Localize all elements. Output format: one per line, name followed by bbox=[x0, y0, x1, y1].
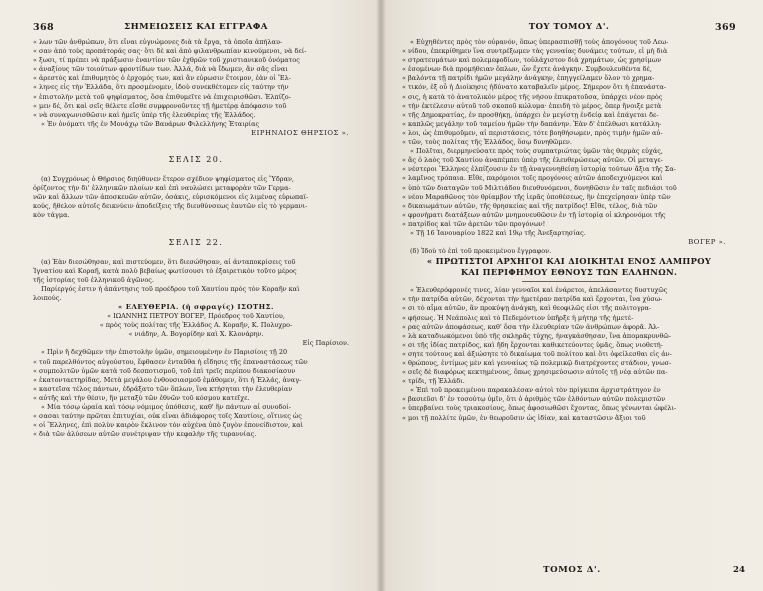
text-line: « τρίδι, τῇ Ἑλλάδι. bbox=[402, 377, 465, 386]
signature: ΕΙΡΗΝΑΙΟΣ ΘΗΡΣΙΟΣ ». bbox=[251, 128, 349, 137]
text-line: « δικαιωμάτων αὐτῶν, τῆς θρησκείας καὶ τῆς πατρίδος! Εἴθε, τέλος, διὰ τῶν bbox=[402, 201, 658, 210]
text-line: « πατρίδος καὶ τῶν ἀρετῶν τῶν προγόνων! bbox=[402, 219, 546, 228]
left-page-content bbox=[33, 22, 359, 439]
book-gutter bbox=[376, 0, 386, 591]
right-text bbox=[402, 38, 736, 423]
right-page-content bbox=[402, 22, 736, 423]
text-line: « ἑκατονταετηρίδας. Μετὰ μεγάλου ἐνθουσιασμοῦ ἐμάθομεν, ὅτι ἡ Ἑλλάς, ἀναγ- bbox=[33, 375, 302, 384]
text-line: (α) Ἐὰν διεσώθησαν, καὶ πιστεύομεν, ὅτι διεσώθησαν, αἱ ἀνταποκρίσεις τοῦ bbox=[41, 257, 296, 266]
address-line: « πρὸς τοὺς πολίτας τῆς Ἑλλάδος Α. Κοραῆν, Κ. Πολυχρο- bbox=[99, 321, 293, 330]
text-line: « τὴν πατρίδα αὐτῶν, δέχονται τὴν ἡμετέραν πατρίδα καὶ ἔρχονται, ἵνα χύσω- bbox=[402, 295, 663, 304]
text-line: « νέστεροι Ἕλληνες ἐλπίζουσιν ἐν τῇ ἀναγεννηθείσῃ ἱστορίᾳ τούτων ἄξια τῆς Σα- bbox=[402, 165, 676, 174]
motto: « ΕΛΕΥΘΕΡΙΑ. (ἡ σφραγίς) ΙΣΟΤΗΣ. bbox=[118, 302, 274, 311]
text-line: « ὑπερβαίνει τοὺς τριακοσίους, ὅπως ἀφοσιωθῶσι ἔχοντας, ὅπως γένωνται ὠφέλι- bbox=[402, 404, 677, 413]
page-number: 368 bbox=[33, 22, 55, 33]
page-number: 369 bbox=[714, 22, 736, 33]
text-line: « σαν ἀπὸ τοὺς προπάτοράς σας· ὅτι δὲ καὶ ἀπὸ φιλανθρωπίαν κινούμενοι, νὰ δεί- bbox=[33, 47, 307, 56]
heading-rule bbox=[522, 281, 616, 282]
text-line: λοιπούς. bbox=[33, 293, 62, 302]
text-line: Ἰγνατίου καὶ Κοραῆ, κατὰ πολὺ βεβαίως φωτίσουσι τὸ ἐξαιρετικὸν τοῦτο μέρος bbox=[33, 266, 297, 275]
running-title: ΣΗΜΕΙΩΣΕΙΣ ΚΑΙ ΕΓΓΡΑΦΑ bbox=[124, 22, 268, 32]
right-running-head bbox=[402, 22, 736, 36]
text-line: « λὰ καταδιωκόμενοι ὑπὸ τῆς σκληρᾶς τύχης, ἠναγκάσθησαν, ἵνα ἀπομακρυνθῶ- bbox=[402, 331, 671, 340]
text-line: (α) Συγχρόνως ὁ Θήρσιος διηύθυνεν ἕτερον σχέδιον ψηφίσματος εἰς Ὕδραν, bbox=[41, 175, 294, 184]
text-line: « μεν δέ, ὅτι καὶ σεῖς θέλετε εἴσθε συμφρονοῦντες τῇ ἡμετέρᾳ ἀπόφασιν τοῦ bbox=[33, 101, 287, 110]
left-text bbox=[33, 38, 359, 439]
text-line: « λων τῶν ἀνθρώπων, ὅτι εἶναι εὐγνώμονες διὰ τὰ ἔργα, τὰ ὁποῖα ἀπήλαυ- bbox=[33, 38, 283, 46]
text-line: « σασαι ταύτην πρῶται ἐπιτυχίαι, οὐκ εἶναι ἀδιάφορος τοῖς Χαυτίοις, οἵτινες ὡς bbox=[33, 412, 302, 421]
text-line: « τὴν ἐκτέλεσιν αὐτοῦ τοῦ σκοποῦ κώλυμα· ἐπειδὴ τὸ μέρος, ὅπερ ἤνοιξε μετὰ bbox=[402, 101, 662, 110]
text-line: « νίδου, ἐπεκρίθημεν ἵνα συντρέξωμεν τὰς γενναίας δυνάμεις τούτων, εἰ μὴ διὰ bbox=[402, 47, 668, 56]
text-line: « Εὐχηθέντες πρὸς τὸν οὐρανόν, ὅπως ὑπερασπισθῇ τοὺς ἀπογόνους τοῦ Λεω- bbox=[410, 38, 669, 46]
text-line: Παρίεργός ἐστιν ἡ ἀπάντησις τοῦ προέδρου τοῦ Χαυτίου πρὸς τὸν Κοραῆν καὶ bbox=[41, 284, 300, 293]
text-line: « Πρὶν ἢ δεχθῶμεν τὴν ἐπιστολὴν ὑμῶν, σημειουμένην ἐν Παρισίοις τῇ 20 bbox=[41, 348, 288, 357]
text-line: « ἀρεστὸς καὶ ἐπιθυμητὸς ὁ ἐρχομός των, καὶ ἂν εὑρωσιν ἕτοιμον, ἐὰν οἱ Ἕλ- bbox=[33, 74, 291, 83]
text-line: « Πολῖται, διερμηνεύσατε πρὸς τοὺς συμπατριώτας ὑμῶν τὰς θερμὰς εὐχάς, bbox=[410, 147, 663, 156]
address-line: « ΙΩΑΝΝΗΣ ΠΕΤΡΟΥ ΒΟΓΕΡ, Πρόεδρος τοῦ Χαυτίου, bbox=[107, 312, 285, 321]
sheet-number: 24 bbox=[733, 565, 745, 575]
text-line: « τῆς Δημοκρατίας, ἐν προσθήκῃ, ὑπάρχει ἐν μεγίστῃ ἐνδείᾳ καὶ ἐπάγεται δε- bbox=[402, 110, 659, 119]
section-heading: ΣΕΛΙΣ 20. bbox=[168, 155, 224, 165]
text-line: « νέου Μαραθῶνος τὸν θρίαμβον τῆς ἱερᾶς ὑποθέσεως, ἣν ἐπεχείρησαν ὑπὲρ τῶν bbox=[402, 192, 671, 201]
text-line: « θρώπους, ἐντίμως μὲν καὶ γενναίως τῷ πολεμικῷ διατρέχοντες στάδιον, γνωσ- bbox=[402, 359, 672, 367]
left-running-head bbox=[33, 22, 359, 36]
date-line: « Τῇ 16 Ἰανουαρίου 1822 καὶ 19ῳ τῆς Ἀνεξαρτησίας. bbox=[410, 228, 586, 237]
text-line: « ξωσι, τί πρέπει νὰ πράξωσιν ἐναντίον τῶν ἐχθρῶν τοῦ χριστιανικοῦ ὀνόματος bbox=[33, 56, 300, 65]
text-line: « σι τὸ αἷμα αὐτῶν, ἂν προκύψῃ ἀνάγκη, καὶ θεοφιλῶς εἰσι τῆς πολιτογρα- bbox=[402, 304, 652, 313]
text-line: « σητε τούτους καὶ ἀξιώσητε τὸ δικαίωμα τοῦ πολίτου καὶ ὅτι ὀφείλεσθαι εἰς ἀν- bbox=[402, 349, 672, 358]
text-line: « ἃς ὁ λαὸς τοῦ Χαυτίου ἀναπέμπει ὑπὲρ τῆς ἐλευθερώσεως αὐτῶν. Οἱ μεταγε- bbox=[402, 156, 663, 165]
text-line: « ἐσομένων διὰ προμήθειαν ὅπλων, ὧν ἔχετε ἀνάγκην. Συμβουλευθέντα δέ, bbox=[402, 65, 652, 74]
place-line: Εἰς Παρίσιον. bbox=[302, 339, 349, 348]
left-page bbox=[0, 0, 381, 591]
running-title: ΤΟΥ ΤΟΜΟΥ Δ'. bbox=[528, 22, 610, 32]
text-line: « σεῖς δὲ διαφόρως κεκτημένους, ὅπως χρησιμεύσωσιν αὐτοῖς τῇ νέᾳ αὐτῶν πα- bbox=[402, 368, 668, 377]
text-line: « Ἐπὶ τοῦ προκειμένου παρακαλέσαν αὐτοὶ τὸν πρίγκιπα ἀρχιστράτηγον ἐν bbox=[410, 386, 661, 395]
text-line: « φρονήματι διατάξεων αὐτῶν μνημονευθῶσιν ἐν τῇ ἱστορίᾳ οἱ κληρονόμοι τῆς bbox=[402, 210, 666, 219]
volume-signature: ΤΟΜΟΣ Δ'. bbox=[543, 565, 601, 575]
text-line: « τοῦ παρελθόντος αὐγούστου, ἔφθασεν ἐνταῦθα ἡ εἴδησις τῆς ἐπαναστάσεως τῶν bbox=[33, 357, 308, 366]
right-page bbox=[381, 0, 763, 591]
text-line: « λαμῖνος τρόπαια. Εἴθε, παρόμοιοι τοῖς προγόνοις αὐτῶν ἀποδειχνύμενοι καὶ bbox=[402, 174, 663, 183]
text-line: « καπλῶς μεγάλην τοῦ ταμείου ἡμῶν τὴν δαπάνην. Ἐὰν δ' ἐπέλθωσι κατάλλη- bbox=[402, 119, 662, 128]
text-line: « ληνες εἰς τὴν Ἑλλάδα, ὅτι προσμένομεν, ἰδοὺ συνεκθέτομεν εἰς ταύτην τὴν bbox=[33, 83, 289, 92]
text-line: « Ἐλευθερόφρονές τινες, λίαν γενναῖοι καὶ ἐνάρετοι, ἀπελάσαντες δυστυχῶς bbox=[410, 286, 668, 295]
right-footer bbox=[381, 565, 763, 577]
text-line: κούς, ἤθελον αὐτοῖς δεικνύειν ἀποδείξεις τῆς διευθύνσεως ἑαυτῶν εἰς τὸ γερμανι- bbox=[33, 202, 308, 211]
address-line: « νιάδην, Α. Βογορίδην καὶ Χ. Κλονάρην. bbox=[128, 330, 264, 339]
note-intro: (δ) Ἰδοὺ τὸ ἐπὶ τοῦ προκειμένου ἔγγραφον. bbox=[410, 247, 552, 256]
document-heading: ΚΑΙ ΠΕΡΙΦΗΜΟΥ ΕΘΝΟΥΣ ΤΩΝ ΕΛΛΗΝΩΝ. bbox=[460, 267, 678, 278]
text-line: « φήσεως. Ἡ Νεάπολις καὶ τὸ Πεδεμόντιον ὑπῆρξε ἡ μήτηρ τῆς ἡμετέ- bbox=[402, 313, 634, 322]
text-line: « σις, ἡ κατὰ τὸ ἀνατολικὸν μέρος τῆς νήσου ἐπικρατοῦσα, ὑπάρχει νέον πρὸς bbox=[402, 92, 663, 101]
text-line: « ἀναξίους τῶν τοιούτων φροντίδων των. Ἀλλά, διὰ νὰ ἴδωμεν, ἂν σᾶς εἶναι bbox=[33, 65, 288, 74]
text-line: « Ἐν ὀνόματι τῆς ἐν Μονάχῳ τῶν Βαυάρων Φιλελλήνης Ἑταιρίας bbox=[41, 119, 260, 128]
text-line: « καστεῖσα τέλος πάντων, ἐδράξατο τῶν ὅπλων, ἵνα κτήσηται τὴν ἐλευθερίαν bbox=[33, 384, 293, 393]
text-line: « βαλόντα τῇ πατρίδι ἡμῶν μεγάλην ἀνάγκην, ἐπηγγείλαμεν ὅλον τὸ χρημα- bbox=[402, 74, 655, 83]
text-line: « οἱ Ἕλληνες, ἐπὶ πολὺν καιρὸν ἔκλινον τὸν αὐχένα ὑπὸ ζυγὸν ἐπονείδιστον, καὶ bbox=[33, 421, 304, 430]
text-line: « ἐπιστολὴν μετὰ τοῦ ψηφίσματος, ὅσα ἐπιθυμεῖτε νὰ ἐπιχειρισθῶσι. Ἐλπίζο- bbox=[33, 92, 291, 101]
text-line: « νὰ συναγωνισθῶσιν καὶ ἡμεῖς ὑπὲρ τῆς ἐλευθερίας τῆς Ἑλλάδος. bbox=[33, 110, 256, 119]
section-heading: ΣΕΛΙΣ 22. bbox=[168, 237, 224, 247]
text-line: « Μία τόσῳ ὡραία καὶ τόσῳ νόμιμος ὑπόθεσις, καθ' ἣν πάντων αἱ συνοδοί- bbox=[41, 403, 292, 411]
text-line: τῆς ἱστορίας τοῦ ἑλληνικοῦ ἀγῶνος. bbox=[33, 275, 154, 284]
signature: ΒΟΓΕΡ ». bbox=[688, 238, 726, 247]
text-line: « ὑπὸ τῶν διαταγῶν τοῦ Μιλτιάδου διευθυνόμενοι, δυνηθῶσιν ἐν ταῖς πεδιάσι τοῦ bbox=[402, 183, 677, 192]
text-line: « ρας αὐτῶν ἀποφάσεως, καθ' ὅσα τὴν ἐλευθερίαν τῶν ἀνθρώπων ἀφορᾶ. Ἀλ- bbox=[402, 322, 660, 331]
text-line: « τικόν, ἐξ οὗ ἡ Διοίκησις ἠδύνατο καταβαλεῖν μέρος. Σήμερον ὅτι ἡ ἐπανάστα- bbox=[402, 83, 667, 92]
text-line: « αὐτῆς καὶ τὴν θέσιν, ἣν μεταξὺ τῶν ἐθνῶν τοῦ κόσμου κατεῖχε. bbox=[33, 393, 250, 402]
text-line: « συμπολιτῶν ὑμῶν κατὰ τοῦ δεσποτισμοῦ, τοῦ ἐπὶ τρεῖς περίπου διακοσίασυν bbox=[33, 366, 296, 375]
text-line: « τῶν, τοὺς πολίτας τῆς Ἑλλάδος, ὅσῳ δυνηθῶμεν. bbox=[402, 138, 572, 147]
text-line: « μοι τῇ πολλίτε ὑμῶν, ἐν θεωροῦσιν ὡς ἰδίαν, καὶ καταστῶσιν ἄξιοι τοῦ bbox=[402, 413, 646, 422]
text-line: « στρατευμάτων καὶ πολεμεφοδίων, τοὐλάχιστον διὰ χρημάτων, ὡς χρησίμων bbox=[402, 56, 662, 65]
text-line: « σι τῆς ἰδίας πατρίδος, καὶ ἤδη ἔρχονται καθικετεύοντες ὑμᾶς, ὅπως νιοθετή- bbox=[402, 340, 663, 349]
text-line: « διὰ τῶν ἀλύσεων αὐτῶν συνέτριψαν τὴν κεφαλὴν τῆς τυραννίας. bbox=[33, 430, 257, 439]
text-line: νῶν καὶ ἄλλων τῶν ἀποσκευῶν αὐτῶν, ὁσάκις, εὑρισκόμενοι εἰς λιμένας εὐρωπαϊ- bbox=[33, 193, 309, 202]
text-line: κὸν τάγμα. bbox=[33, 211, 70, 220]
text-line: ὁρίζοντος τὴν δι' ἑλληνικῶν πλοίων καὶ ἐπὶ ναυλώσει μεταφορὰν τῶν Γερμα- bbox=[33, 184, 291, 193]
text-line: « βασιεῦσι δ' ἐν τοσούτῳ ὑμῖν, ὅτι ὁ ἀριθμὸς τῶν ἐλθόντων αὐτῶν πολεμιστῶν bbox=[402, 395, 666, 404]
document-heading: « ΠΡΩΤΙΣΤΟΙ ΑΡΧΗΓΟΙ ΚΑΙ ΔΙΟΙΚΗΤΑΙ ΕΝΟΣ ΛΑΜΠΡΟΥ bbox=[426, 256, 712, 267]
text-line: « λοι, ὡς ἐπιθυμοῦμεν, αἱ περιστάσεις, τότε βοηθήσωμεν, πρὸς τιμὴν ἡμῶν αὐ- bbox=[402, 128, 663, 137]
